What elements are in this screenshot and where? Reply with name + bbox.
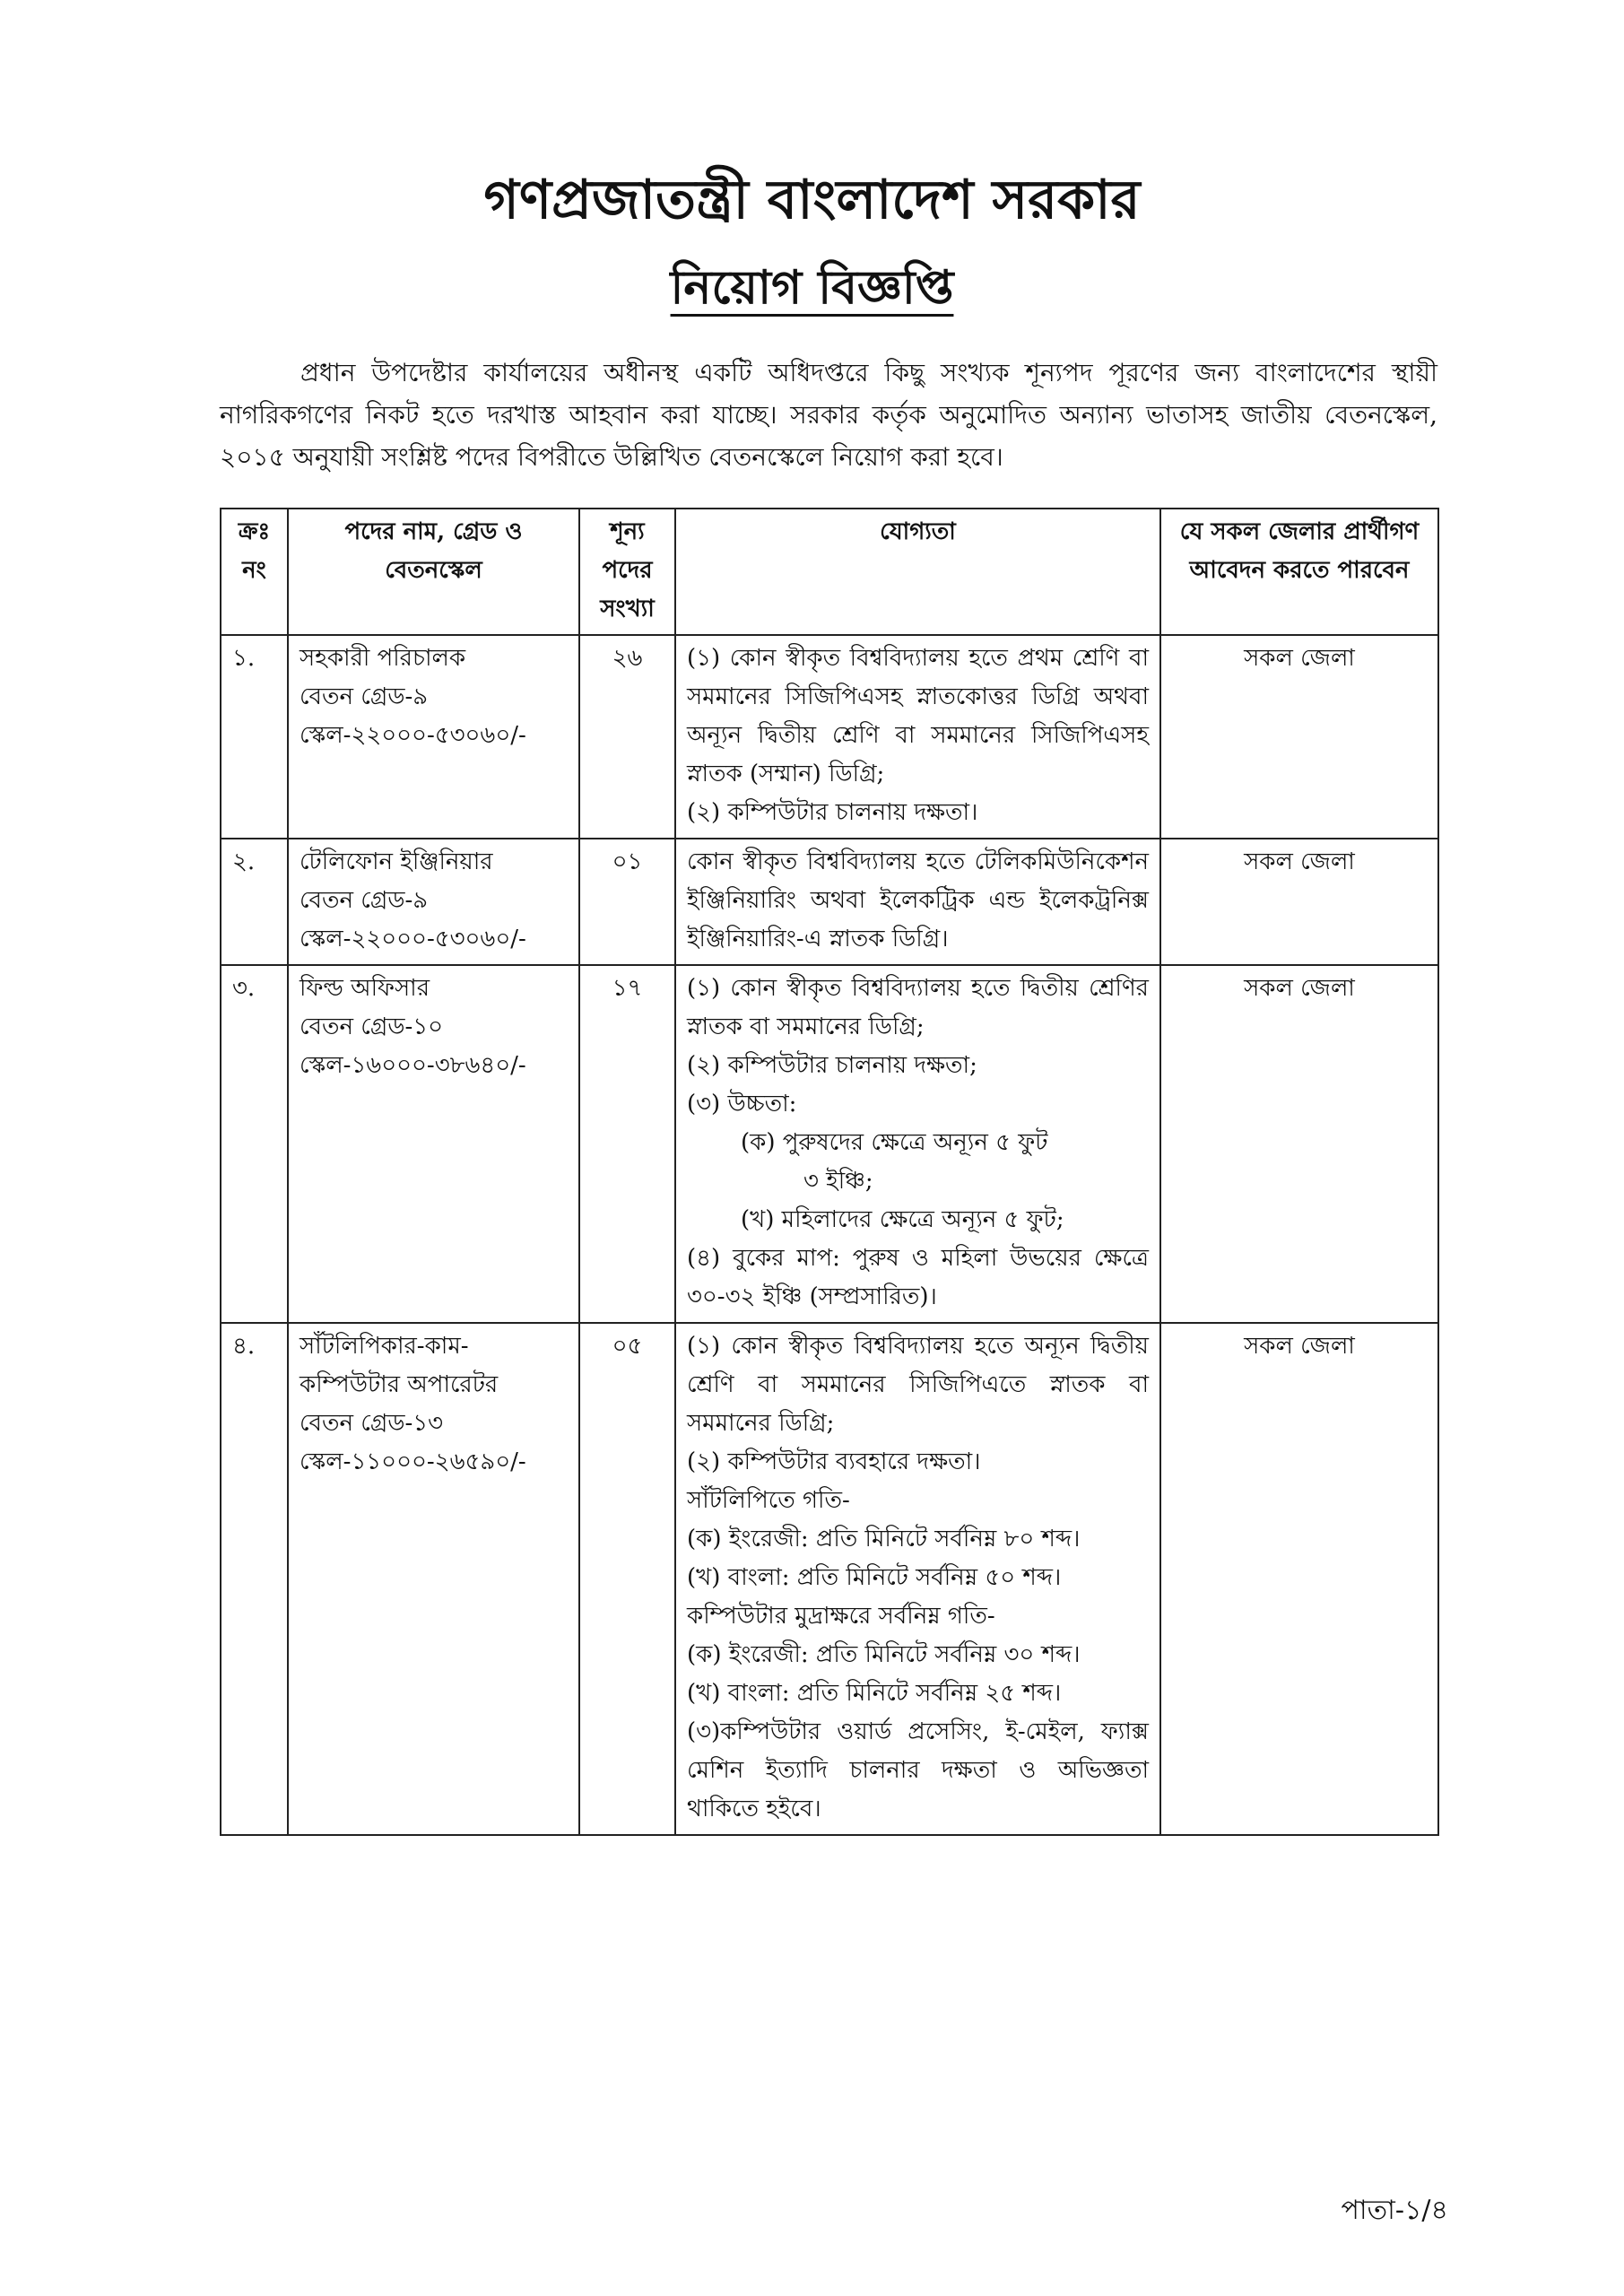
table-row [221, 965, 1438, 1323]
header-post-line: পদের নাম, গ্রেড ও [344, 518, 523, 545]
intro-paragraph [220, 352, 1437, 478]
table-row [221, 839, 1438, 965]
header-serial-line: নং [242, 557, 266, 584]
qualification-item: (৪) বুকের মাপ: পুরুষ ও মহিলা উভয়ের ক্ষেত্রে ৩০-৩২ ইঞ্চি (সম্প্রসারিত)। [687, 1245, 1149, 1310]
header-qualification: যোগ্যতা [675, 509, 1160, 635]
row-post [288, 965, 579, 1323]
notice-title [0, 251, 1624, 329]
post-grade: বেতন গ্রেড-৯ [300, 683, 429, 710]
row-qualification [675, 965, 1160, 1323]
row-serial: ৪. [221, 1323, 288, 1835]
qualification-item: (১) কোন স্বীকৃত বিশ্ববিদ্যালয় হতে অন্যূন দ্বিতীয় শ্রেণি বা সমমানের সিজিপিএতে স্নাতক বা সমমানের ডিগ্রি; [687, 1333, 1149, 1437]
post-name: ফিল্ড অফিসার [300, 975, 430, 1002]
post-grade: বেতন গ্রেড-১০ [300, 1013, 444, 1040]
government-title: গণপ্রজাতন্ত্রী বাংলাদেশ সরকার [483, 169, 1141, 231]
qualification-item: (৩) উচ্চতা: [687, 1091, 797, 1118]
table-header-row [221, 509, 1438, 635]
qualification-subitem: (খ) মহিলাদের ক্ষেত্রে অন্যূন ৫ ফুট; [741, 1206, 1064, 1233]
row-qualification [675, 1323, 1160, 1835]
row-serial: ৩. [221, 965, 288, 1323]
post-scale: স্কেল-২২০০০-৫৩০৬০/- [300, 722, 526, 749]
vacancy-table [220, 508, 1439, 1836]
table-row [221, 635, 1438, 839]
header-serial [221, 509, 288, 635]
header-post [288, 509, 579, 635]
row-vacancy: ০১ [579, 839, 675, 965]
row-serial: ১. [221, 635, 288, 839]
header-vacancy [579, 509, 675, 635]
qualification-item: (২) কম্পিউটার চালনায় দক্ষতা; [687, 1052, 977, 1079]
row-districts: সকল জেলা [1160, 839, 1438, 965]
post-grade: বেতন গ্রেড-৯ [300, 887, 429, 914]
qualification-item: সাঁটলিপিতে গতি- [687, 1487, 850, 1514]
post-scale: স্কেল-১১০০০-২৬৫৯০/- [300, 1448, 526, 1475]
header-post-line: বেতনস্কেল [385, 557, 482, 584]
post-name: টেলিফোন ইঞ্জিনিয়ার [300, 848, 493, 875]
row-post [288, 1323, 579, 1835]
intro-text: প্রধান উপদেষ্টার কার্যালয়ের অধীনস্থ একটি অধিদপ্তরে কিছু সংখ্যক শূন্যপদ পূরণের জন্য বাংলাদেশের স্থায়ী নাগরিকগণের নিকট হতে দরখাস্ত আহবান করা যাচ্ছে। সরকার কর্তৃক অনুমোদিত অন্যান্য ভাতাসহ জাতীয় বেতনস্কেল, ২০১৫ অনুযায়ী সংশ্লিষ্ট পদের বিপরীতে উল্লিখিত বেতনস্কেলে নিয়োগ করা হবে। [220, 358, 1437, 472]
post-name: সাঁটলিপিকার-কাম-কম্পিউটার অপারেটর [300, 1333, 499, 1398]
qualification-item: (খ) বাংলা: প্রতি মিনিটে সর্বনিম্ন ২৫ শব্দ। [687, 1680, 1062, 1707]
header-districts-line: আবেদন করতে পারবেন [1189, 557, 1410, 584]
qualification-item: (ক) ইংরেজী: প্রতি মিনিটে সর্বনিম্ন ৩০ শব্দ। [687, 1641, 1081, 1668]
row-qualification [675, 839, 1160, 965]
header-vacancy-line: পদের [602, 557, 653, 584]
notice-title-text: নিয়োগ বিজ্ঞপ্তি [670, 260, 954, 315]
post-grade: বেতন গ্রেড-১৩ [300, 1410, 444, 1437]
row-post [288, 839, 579, 965]
qualification-subitem: (ক) পুরুষদের ক্ষেত্রে অন্যূন ৫ ফুট [741, 1129, 1048, 1156]
header-vacancy-line: শূন্য [610, 518, 645, 545]
page-number: পাতা-১/৪ [1341, 2195, 1448, 2226]
qualification-item: (২) কম্পিউটার ব্যবহারে দক্ষতা। [687, 1448, 981, 1475]
row-post [288, 635, 579, 839]
header-serial-line: ক্রঃ [238, 518, 271, 545]
qualification-item: (খ) বাংলা: প্রতি মিনিটে সর্বনিম্ন ৫০ শব্দ। [687, 1564, 1062, 1591]
row-qualification [675, 635, 1160, 839]
row-districts: সকল জেলা [1160, 1323, 1438, 1835]
qualification-item: (ক) ইংরেজী: প্রতি মিনিটে সর্বনিম্ন ৮০ শব্দ। [687, 1526, 1081, 1552]
row-districts: সকল জেলা [1160, 635, 1438, 839]
qualification-item: (১) কোন স্বীকৃত বিশ্ববিদ্যালয় হতে প্রথম শ্রেণি বা সমমানের সিজিপিএসহ স্নাতকোত্তর ডিগ্রি অথবা অন্যূন দ্বিতীয় শ্রেণি বা সমমানের সিজিপিএসহ স্নাতক (সম্মান) ডিগ্রি; [687, 645, 1149, 787]
row-vacancy: ০৫ [579, 1323, 675, 1835]
header-vacancy-line: সংখ্যা [600, 596, 655, 622]
qualification-item: (৩)কম্পিউটার ওয়ার্ড প্রসেসিং, ই-মেইল, ফ্যাক্স মেশিন ইত্যাদি চালনার দক্ষতা ও অভিজ্ঞতা থাকিতে হইবে। [687, 1718, 1149, 1822]
post-name: সহকারী পরিচালক [300, 645, 466, 672]
header-districts [1160, 509, 1438, 635]
row-districts: সকল জেলা [1160, 965, 1438, 1323]
qualification-item: (১) কোন স্বীকৃত বিশ্ববিদ্যালয় হতে দ্বিতীয় শ্রেণির স্নাতক বা সমমানের ডিগ্রি; [687, 975, 1149, 1040]
header-districts-line: যে সকল জেলার প্রার্থীগণ [1179, 518, 1420, 545]
row-vacancy: ২৬ [579, 635, 675, 839]
table-row [221, 1323, 1438, 1835]
qualification-subitem: ৩ ইঞ্চি; [803, 1168, 873, 1195]
qualification-item: কোন স্বীকৃত বিশ্ববিদ্যালয় হতে টেলিকমিউনিকেশন ইঞ্জিনিয়ারিং অথবা ইলেকট্রিক এন্ড ইলেকট্রনিক্স ইঞ্জিনিয়ারিং-এ স্নাতক ডিগ্রি। [687, 848, 1149, 952]
qualification-item: (২) কম্পিউটার চালনায় দক্ষতা। [687, 799, 978, 826]
qualification-item: কম্পিউটার মুদ্রাক্ষরে সর্বনিম্ন গতি- [687, 1603, 995, 1630]
post-scale: স্কেল-২২০০০-৫৩০৬০/- [300, 926, 526, 952]
row-vacancy: ১৭ [579, 965, 675, 1323]
row-serial: ২. [221, 839, 288, 965]
post-scale: স্কেল-১৬০০০-৩৮৬৪০/- [300, 1052, 526, 1079]
